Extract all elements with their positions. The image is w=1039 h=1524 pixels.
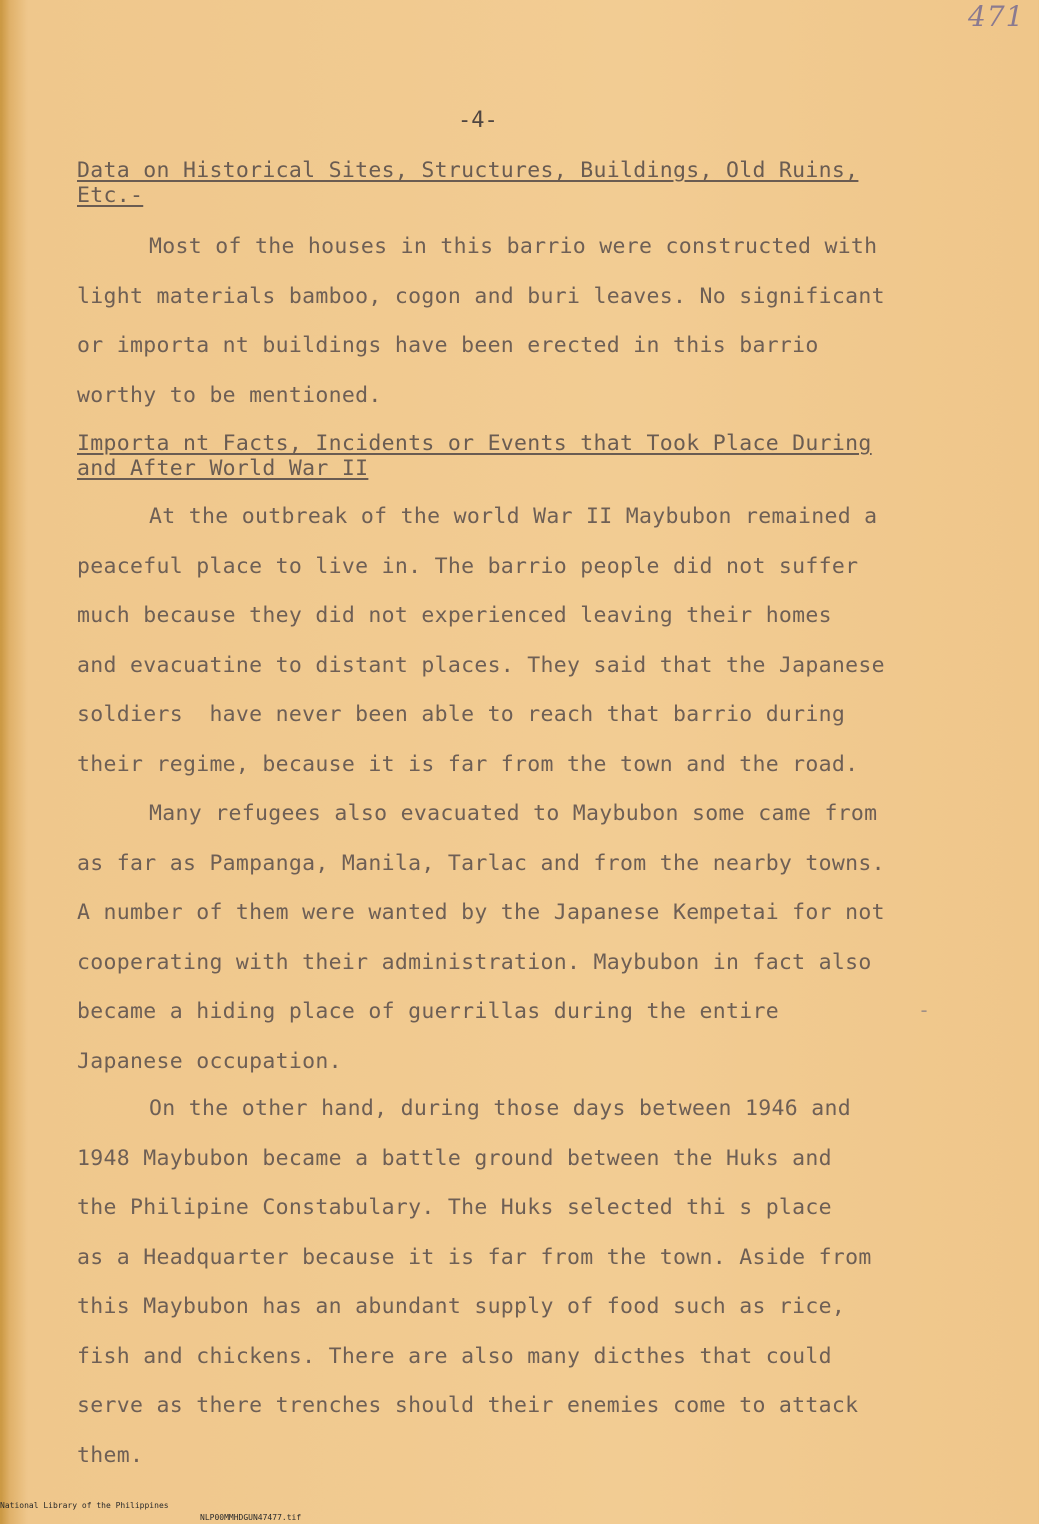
text-line: Most of the houses in this barrio were constructed with xyxy=(149,234,878,259)
text-line: or importa nt buildings have been erected in this barrio xyxy=(77,333,819,358)
text-line: At the outbreak of the world War II Maybubon remained a xyxy=(149,504,878,529)
paragraph-refugees xyxy=(77,789,977,1086)
text-line: this Maybubon has an abundant supply of food such as rice, xyxy=(77,1294,846,1319)
text-line: soldiers have never been able to reach that barrio during xyxy=(77,702,846,727)
paragraph-huks xyxy=(77,1084,977,1480)
text-line: peaceful place to live in. The barrio people did not suffer xyxy=(77,553,859,579)
text-line: 1948 Maybubon became a battle ground between the Huks and xyxy=(77,1145,832,1171)
text-line: much because they did not experienced leaving their homes xyxy=(77,603,832,628)
stray-typewriter-mark: - xyxy=(918,998,931,1022)
text-line: On the other hand, during those days between 1946 and xyxy=(149,1096,851,1121)
text-line: them. xyxy=(77,1442,144,1468)
text-line: light materials bamboo, cogon and buri leaves. No significant xyxy=(77,283,885,309)
text-line: the Philipine Constabulary. The Huks selected thi s place xyxy=(77,1195,832,1220)
paragraph-historical-sites xyxy=(77,222,977,420)
text-line: serve as there trenches should their enemies come to attack xyxy=(77,1393,859,1418)
text-line: worthy to be mentioned. xyxy=(77,382,382,408)
heading-line: and After World War II xyxy=(77,456,369,481)
text-line: and evacuatine to distant places. They said that the Japanese xyxy=(77,652,885,678)
text-line: A number of them were wanted by the Japanese Kempetai for not xyxy=(77,900,885,925)
text-line: as a Headquarter because it is far from the town. Aside from xyxy=(77,1244,872,1270)
scan-footer xyxy=(0,1488,1039,1522)
text-line: fish and chickens. There are also many dicthes that could xyxy=(77,1343,832,1369)
section-heading-wwii-events xyxy=(77,431,957,481)
text-line: Japanese occupation. xyxy=(77,1048,342,1074)
scan-filename: NLP00MMHDGUN47477.tif xyxy=(200,1513,302,1522)
heading-line: Etc.- xyxy=(77,183,144,208)
text-line: their regime, because it is far from the town and the road. xyxy=(77,751,859,777)
library-credit: National Library of the Philippines xyxy=(0,1501,169,1510)
text-line: as far as Pampanga, Manila, Tarlac and from the nearby towns. xyxy=(77,850,885,876)
section-heading-historical-sites xyxy=(77,158,957,208)
heading-line: Data on Historical Sites, Structures, Buildings, Old Ruins, xyxy=(77,158,859,183)
text-line: became a hiding place of guerrillas during the entire xyxy=(77,999,779,1024)
heading-line: Importa nt Facts, Incidents or Events that Took Place During xyxy=(77,431,872,456)
page-number: -4- xyxy=(458,108,498,133)
text-line: cooperating with their administration. Maybubon in fact also xyxy=(77,949,872,975)
paragraph-outbreak xyxy=(77,492,977,789)
text-line: Many refugees also evacuated to Maybubon some came from xyxy=(149,801,878,826)
handwritten-page-note: 471 xyxy=(968,0,1025,33)
